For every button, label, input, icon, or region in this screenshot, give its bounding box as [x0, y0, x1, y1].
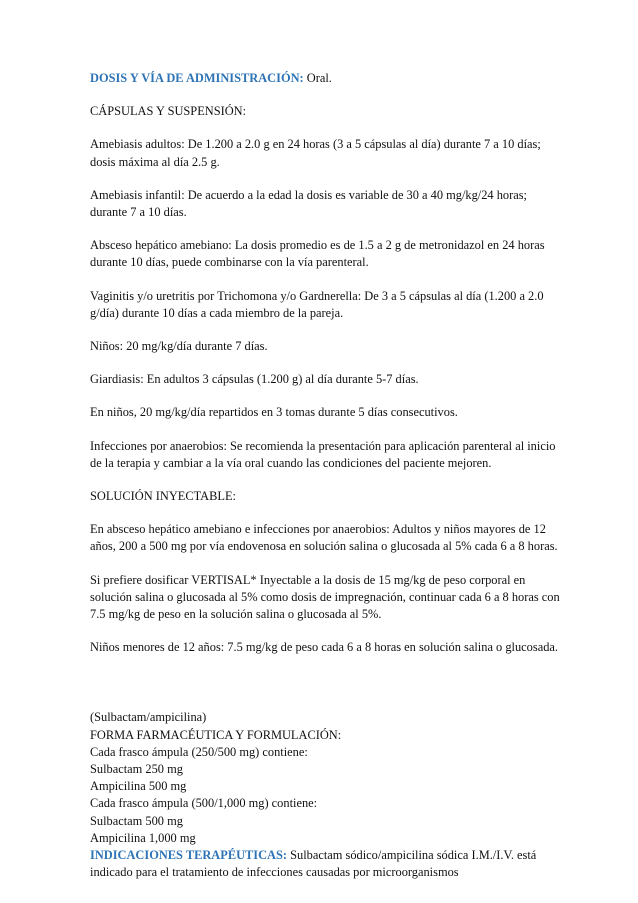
paragraph-amebiasis-adults: Amebiasis adultos: De 1.200 a 2.0 g en 24 horas (3 a 5 cápsulas al día) durante 7 a 10 días; dosis máxima al día 2.5 g.: [90, 137, 541, 169]
formulation-line: Sulbactam 500 mg: [90, 813, 183, 828]
paragraph-amebiasis-children: Amebiasis infantil: De acuerdo a la edad la dosis es variable de 30 a 40 mg/kg/24 horas; durante 7 a 10 días.: [90, 187, 527, 220]
formulation-heading: FORMA FARMACÉUTICA Y FORMULACIÓN:: [90, 727, 342, 742]
drug-subtitle: (Sulbactam/ampicilina): [90, 710, 207, 725]
formulation-line: Cada frasco ámpula (250/500 mg) contiene:: [90, 744, 308, 759]
formulation-line: Ampicilina 500 mg: [90, 779, 187, 794]
sulbactam-section: [90, 709, 560, 881]
paragraph-giardiasis-children: En niños, 20 mg/kg/día repartidos en 3 tomas durante 5 días consecutivos.: [90, 405, 458, 420]
paragraph-injectable-loading-dose: Si prefiere dosificar VERTISAL* Inyectable a la dosis de 15 mg/kg de peso corporal en solución salina o glucosada al 5% como dosis de impregnación, continuar cada 6 a 8 horas con 7.5 mg/kg de peso en la solución salina o glucosada al 5%.: [90, 572, 560, 622]
formulation-line: Sulbactam 250 mg: [90, 762, 183, 777]
section-gap: [90, 672, 560, 709]
capsules-heading: CÁPSULAS Y SUSPENSIÓN:: [90, 104, 247, 119]
indications-text: Sulbactam sódico/ampicilina sódica I.M./I.V. está indicado para el tratamiento de infecciones causadas por microorganismos: [90, 848, 537, 880]
paragraph-liver-abscess: Absceso hepático amebiano: La dosis promedio es de 1.5 a 2 g de metronidazol en 24 horas durante 10 días, puede combinarse con la vía parenteral.: [90, 238, 545, 270]
paragraph-children-dose: Niños: 20 mg/kg/día durante 7 días.: [90, 339, 268, 354]
dosage-heading-line: [90, 70, 560, 87]
paragraph-giardiasis-adults: Giardiasis: En adultos 3 cápsulas (1.200 g) al día durante 5-7 días.: [90, 372, 419, 387]
paragraph-anaerobic-infections: Infecciones por anaerobios: Se recomienda la presentación para aplicación parenteral al inicio de la terapia y cambiar a la vía oral cuando las condiciones del paciente mejoren.: [90, 438, 556, 470]
formulation-line: Ampicilina 1,000 mg: [90, 830, 196, 845]
formulation-line: Cada frasco ámpula (500/1,000 mg) contiene:: [90, 796, 318, 811]
injectable-heading: SOLUCIÓN INYECTABLE:: [90, 489, 236, 504]
document-page: [90, 70, 560, 882]
paragraph-vaginitis: Vaginitis y/o uretritis por Trichomona y/o Gardnerella: De 3 a 5 cápsulas al día (1.200 a 2.0 g/día) durante 10 días a cada miembro de la pareja.: [90, 288, 544, 320]
paragraph-injectable-children: Niños menores de 12 años: 7.5 mg/kg de peso cada 6 a 8 horas en solución salina o glucosada.: [90, 640, 558, 655]
indications-heading: INDICACIONES TERAPÉUTICAS:: [90, 848, 288, 863]
paragraph-injectable-adults: En absceso hepático amebiano e infecciones por anaerobios: Adultos y niños mayores de 12 años, 200 a 500 mg por vía endovenosa en solución salina o glucosada al 5% cada 6 a 8 horas.: [90, 522, 558, 554]
indications-paragraph: [90, 847, 560, 881]
dosage-heading: DOSIS Y VÍA DE ADMINISTRACIÓN:: [90, 71, 304, 85]
dosage-route: Oral.: [303, 71, 332, 85]
